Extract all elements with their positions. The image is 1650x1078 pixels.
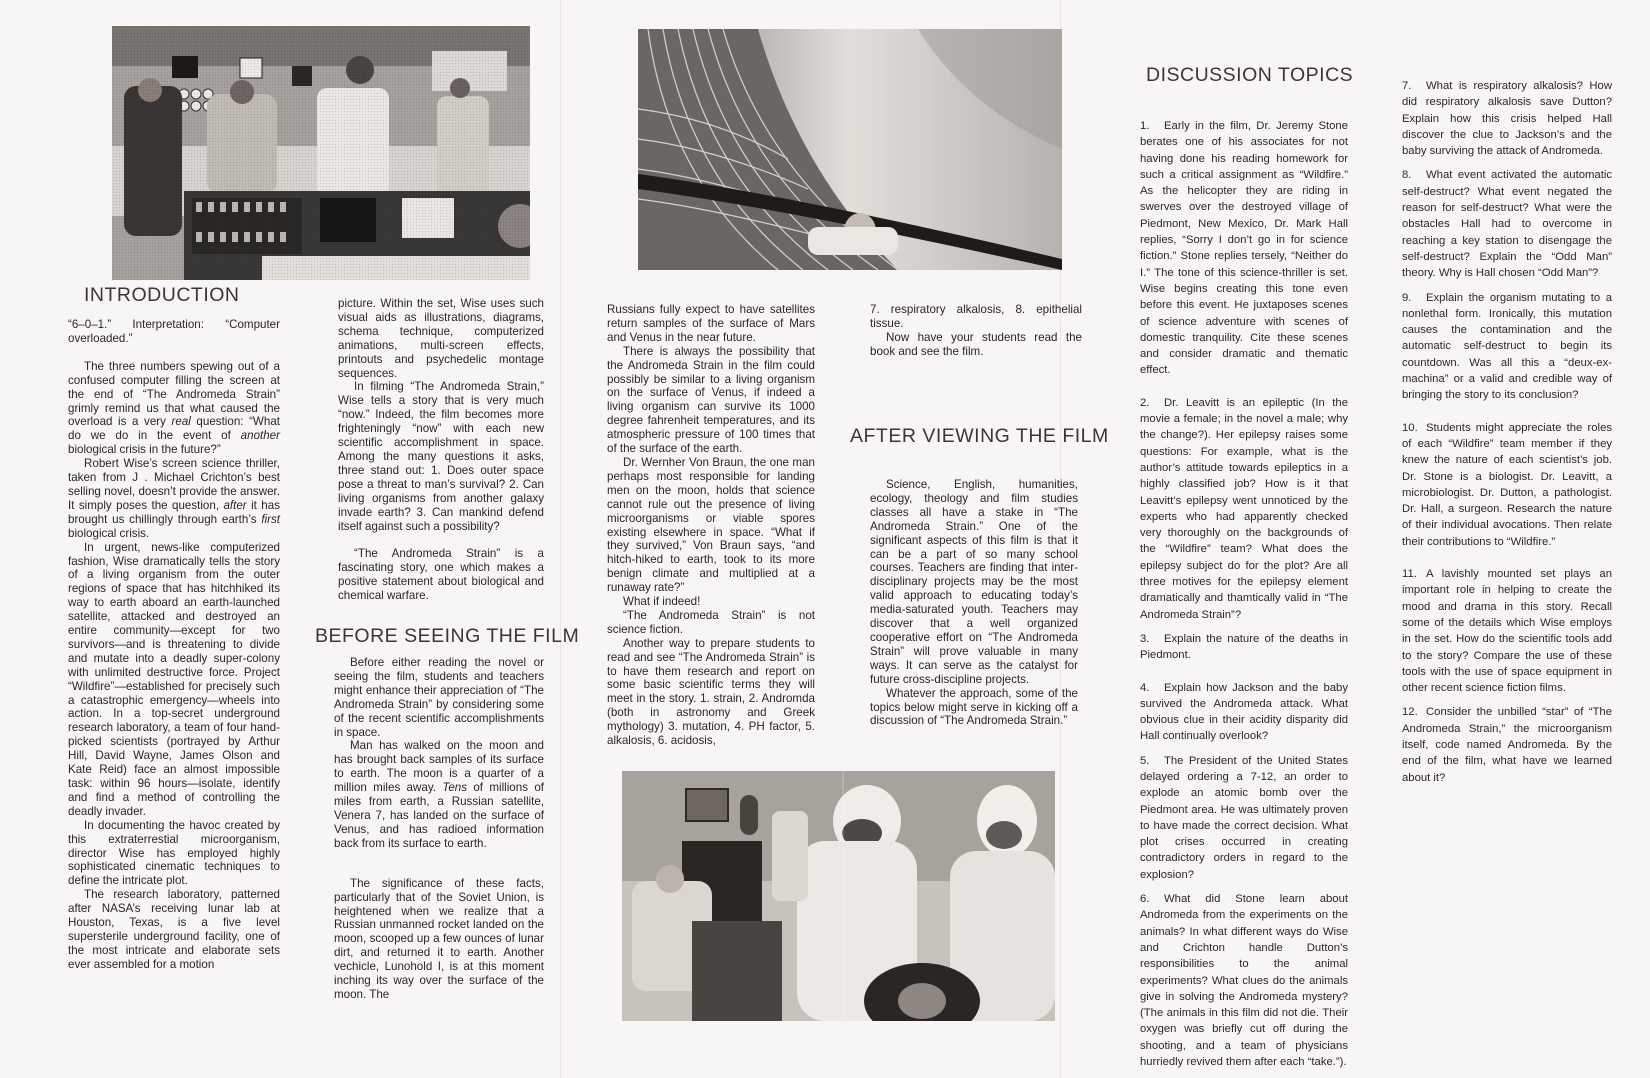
discussion-column-left [1140,118,1348,1078]
body-paragraph: “The Andromeda Strain” is not science fiction. [607,608,815,636]
column-two [338,297,544,603]
intro-paragraph: The research laboratory, patterned after NASA’s receiving lunar lab at Houston, Texas, is a five level supersterile underground facility, one of the most intricate and elaborate sets ever assembled for a motion [68,888,280,971]
body-paragraph: “The Andromeda Strain” is a fascinating story, one which makes a positive statement about biological and chemical warfare. [338,547,544,603]
heading-before-seeing: BEFORE SEEING THE FILM [315,625,580,647]
discussion-topic: 8. What event activated the automatic self-destruct? What event negated the reason for self-destruct? What were the obstacles Hall had to overcome in reaching a key station to disengage the self-destruct? Explain the “Odd Man” theory. Why is Hall chosen “Odd Man”? [1402,169,1612,280]
before-paragraph: The significance of these facts, particularly that of the Soviet Union, is heightened when we realize that a Russian unmanned rocket landed on the moon, scooped up a few ounces of lunar dirt, and returned it to earth. Another vechicle, Lunohold I, is at this moment inching its way over the surface of the moon. The [334,876,544,1001]
column-four [870,303,1082,359]
intro-paragraph: Robert Wise’s screen science thriller, taken from J . Michael Crichton’s best selling novel, doesn’t provide the answer. It simply poses the question, after it has brought us chillingly through earth’s first biological crisis. [68,457,280,540]
heading-introduction: INTRODUCTION [84,284,240,306]
discussion-topic: 2. Dr. Leavitt is an epileptic (In the movie a female; in the novel a male; why the change?). Her epilepsy raises some questions: For example, what is the author’s attitude towards epileptics in a highly classified job? How is it that Leavitt’s epilepsy went unnoticed by the experts who had apparently checked very thoroughly on the backgrounds of the “Wildfire” team? What does the epilepsy subject do for the plot? Are all three motives for the epilepsy element dramatically and thamtically valid in “The Andromeda Strain”? [1140,396,1348,621]
discussion-topic: 9. Explain the organism mutating to a nonlethal form. Ironically, this mutation causes the contamination and the automatic self-destruct to begin its countdown. Was all this a “deux-ex-machina” or a valid and credible way of bringing the story to its conclusion? [1402,291,1612,402]
discussion-topic: 7. What is respiratory alkalosis? How did respiratory alkalosis save Dutton? Explain how this crisis helped Hall discover the clue to Jackson’s and the baby surviving the attack of Andromeda. [1402,80,1612,158]
heading-discussion-topics: DISCUSSION TOPICS [1146,64,1354,86]
control-room-photo [112,26,530,280]
body-paragraph: There is always the possibility that the Andromeda Strain in the film could possibly be similar to a living organism on the surface of Venus, if indeed a living organism can survive its 1000 degree fahrenheit temperatures, and its atmospheric pressure of 100 times that of the surface of the earth. [607,344,815,456]
fold-line [560,0,561,1078]
intro-paragraph: The three numbers spewing out of a confused computer filling the screen at the end of “The Andromeda Strain” grimly remind us that what caused the overload is a very real question: “What do we do in the event of another biological crisis in the future?” [68,359,280,457]
body-paragraph: Russians fully expect to have satellites return samples of the surface of Mars and Venus in the near future. [607,303,815,344]
heading-after-viewing: AFTER VIEWING THE FILM [850,425,1109,447]
intro-paragraph: In documenting the havoc created by this extraterrestial microorganism, director Wise has employed highly sophisticated cinematic techniques to define the intricate plot. [68,818,280,888]
introduction-column [68,318,280,972]
body-paragraph: Now have your students read the book and see the film. [870,330,1082,358]
after-viewing-column [870,478,1078,728]
discussion-topic: 11. A lavishly mounted set plays an important role in helping to create the mood and drama in this story. Recall some of the details which Wise employs in the set. How do the scientific tools add to the story? Compare the use of these tools with the use of space equipment in other recent science fiction films. [1402,568,1612,695]
body-paragraph: 7. respiratory alkalosis, 8. epithelial tissue. [870,303,1082,330]
discussion-topic: 6. What did Stone learn about Andromeda from the experiments on the animals? In what different ways do Wise and Crichton handle Dutton’s responsibilities to the animal experiments? What clues do the animals give in solving the Andromeda mystery? (The animals in this film did not die. Their oxygen was briefly cut off during the shooting, and a team of physicians hurriedly revived them after each “take.”). [1140,893,1348,1069]
protective-suits-photo [622,771,1055,1021]
before-paragraph: Before either reading the novel or seeing the film, students and teachers might enhance their appreciation of “The Andromeda Strain” by considering some of the recent scientific accomplishments in space. [334,656,544,739]
before-paragraph: Man has walked on the moon and has brought back samples of its surface to earth. The moon is a quarter of a million miles away. Tens of millions of miles from earth, a Russian satellite, Venera 7, has landed on the surface of Venus, and has radioed information back from its surface to earth. [334,739,544,850]
discussion-topic: 5. The President of the United States delayed ordering a 7-12, an order to explode an atomic bomb over the Piedmont area. He was ultimately proven to have made the correct decision. What plot crises occurred in creating contradictory orders in regard to the explosion? [1140,754,1348,881]
after-paragraph: Science, English, humanities, ecology, theology and film studies classes all have a stake in “The Andromeda Strain.” One of the significant aspects of this film is that it can be a part of so many school courses. Teachers are finding that inter-disciplinary projects may be the most valid approach to educating today’s media-saturated youth. Teachers may discover that a well organized cooperative effort on “The Andromeda Strain” will prove valuable in many ways. It can serve as the catalyst for future cross-discipline projects. [870,478,1078,686]
discussion-column-right [1402,78,1612,794]
tunnel-climb-photo [638,29,1062,270]
body-paragraph: In filming “The Andromeda Strain,” Wise tells a story that is very much “now.” Indeed, the film becomes more frighteningly “now” with each new scientific accomplishment in space. Among the many questions it asks, three stand out: 1. Does outer space pose a threat to man’s survival? 2. Can living organisms from another galaxy invade earth? 3. Can mankind defend itself against such a possibility? [338,380,544,533]
discussion-topic: 3. Explain the nature of the deaths in Piedmont. [1140,632,1348,662]
body-paragraph: Dr. Wernher Von Braun, the one man perhaps most responsible for landing men on the moon, holds that science cannot rule out the presence of living microorganisms or viable spores existing elsewhere in space. “What if they survived,” Von Braun says, “and hitch-hiked to earth, took to its more benign climate and multiplied at a runaway rate?” [607,455,815,595]
discussion-topic: 1. Early in the film, Dr. Jeremy Stone berates one of his associates for not having done his reading homework for such a critical assignment as “Wildfire.” As the helicopter they are riding in swerves over the destroyed village of Piedmont, New Mexico, Dr. Mark Hall replies, “Sorry I don’t go in for science fiction.” Stone replies tersely, “Neither do I.” The tone of this science-thriller is set. Wise begins creating this tone even before this event. He juxtaposes scenes of science adventure with scenes of domestic tranquility. Cite these scenes and consider dramatic and thematic effect. [1140,120,1348,377]
intro-paragraph: “6–0–1.” Interpretation: “Computer overloaded.” [68,318,280,345]
intro-paragraph: In urgent, news-like computerized fashion, Wise dramatically tells the story of a living organism from the outer regions of space that has hitchhiked its way to earth aboard an earth-launched satellite, attacked and destroyed an entire community—except for two survivors—and is threatening to divide and mutate into a deadly super-colony with unlimited destructive force. Project “Wildfire”—established for precisely such a catastrophic emergency—wheels into action. In a top-secret underground research laboratory, a team of four hand-picked scientists (portrayed by Arthur Hill, David Wayne, James Olson and Kate Reid) face an almost impossible task: within 96 hours—isolate, identify and find a method of controlling the deadly invader. [68,540,280,818]
discussion-topic: 12. Consider the unbilled “star” of “The Andromeda Strain,” the microorganism itself, code named Andromeda. By the end of the film, what have we learned about it? [1402,706,1612,784]
discussion-topic: 4. Explain how Jackson and the baby survived the Andromeda attack. What obvious clue in their acidity disparity did Hall continually overlook? [1140,681,1348,743]
column-three [607,303,815,748]
before-seeing-column [334,656,544,1002]
discussion-topic: 10. Students might appreciate the roles of each “Wildfire” team member if they knew the nature of each scientist’s job. Dr. Stone is a biologist. Dr. Leavitt, a microbiologist. Dr. Dutton, a pathologist. Dr. Hall, a surgeon. Research the nature of their individual avocations. Then relate their contributions to “Wildfire.” [1402,421,1612,548]
body-paragraph: picture. Within the set, Wise uses such visual aids as illustrations, diagrams, schema technique, computerized animations, multi-screen effects, printouts and psychedelic montage sequences. [338,297,544,380]
body-paragraph: What if indeed! [623,595,701,609]
after-paragraph: Whatever the approach, some of the topics below might serve in kicking off a discussion of “The Andromeda Strain.” [870,686,1078,728]
body-paragraph: Another way to prepare students to read and see “The Andromeda Strain” is to have them research and report on some basic scientific terms they will meet in the story. 1. strain, 2. Andromda (both in astronomy and Greek mythology) 3. mutation, 4. PH factor, 5. alkalosis, 6. acidosis, [607,636,815,748]
